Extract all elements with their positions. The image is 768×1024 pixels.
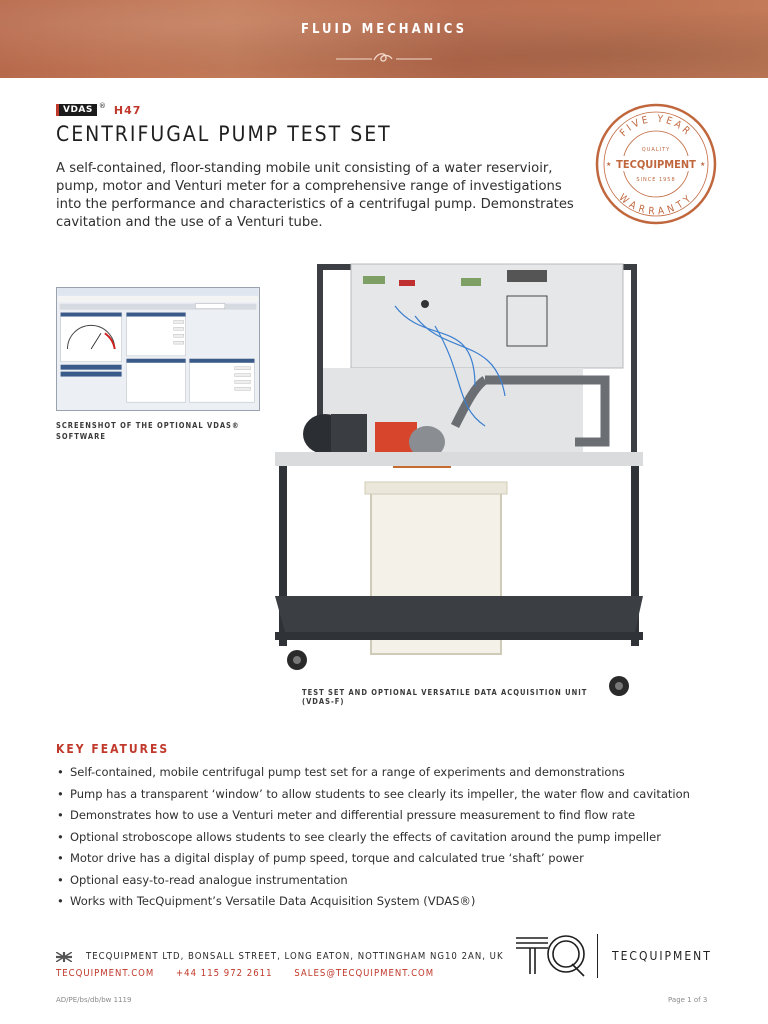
email-link[interactable]: SALES@TECQUIPMENT.COM bbox=[294, 968, 435, 979]
company-name: TECQUIPMENT bbox=[612, 949, 712, 963]
stamp-bottom-text: WARRANTY bbox=[616, 192, 696, 218]
list-item: • Optional easy-to-read analogue instrumentation bbox=[56, 870, 736, 892]
document-reference: AD/PE/bs/db/bw 1119 bbox=[56, 996, 132, 1004]
svg-text:WARRANTY bbox=[617, 192, 696, 217]
svg-text:★: ★ bbox=[700, 161, 706, 168]
list-item: • Pump has a transparent ‘window’ to allow students to see clearly its impeller, the water flow and cavitation bbox=[56, 784, 736, 806]
section-title: FLUID MECHANICS bbox=[300, 22, 468, 37]
tq-logo-icon bbox=[514, 932, 586, 978]
website-link[interactable]: TECQUIPMENT.COM bbox=[56, 968, 155, 979]
product-brand-row bbox=[56, 103, 141, 117]
key-features-list bbox=[56, 762, 736, 913]
list-item: • Optional stroboscope allows students to see clearly the effects of cavitation around the pump impeller bbox=[56, 827, 736, 849]
stamp-quality: QUALITY bbox=[641, 147, 671, 153]
company-address: TECQUIPMENT LTD, BONSALL STREET, LONG EATON, NOTTINGHAM NG10 2AN, UK bbox=[86, 951, 504, 962]
contact-links bbox=[56, 968, 452, 979]
stamp-since: SINCE 1958 bbox=[636, 177, 676, 183]
product-title: CENTRIFUGAL PUMP TEST SET bbox=[56, 122, 392, 146]
list-item: • Works with TecQuipment’s Versatile Data Acquisition System (VDAS®) bbox=[56, 891, 736, 913]
logo-divider bbox=[597, 934, 598, 978]
product-code: H47 bbox=[113, 103, 142, 117]
registered-mark: ® bbox=[98, 102, 106, 110]
stamp-brand: TECQUIPMENT bbox=[616, 158, 696, 171]
svg-text:★: ★ bbox=[606, 161, 612, 168]
wave-icon bbox=[334, 50, 434, 66]
screenshot-caption: SCREENSHOT OF THE OPTIONAL VDAS® SOFTWARE bbox=[56, 421, 240, 441]
stamp-top-text: FIVE YEAR bbox=[618, 113, 694, 139]
list-item: • Demonstrates how to use a Venturi meter and differential pressure measurement to find flow rate bbox=[56, 805, 736, 827]
pump-test-set-photo bbox=[275, 256, 643, 696]
list-item: • Self-contained, mobile centrifugal pump test set for a range of experiments and demonstrations bbox=[56, 762, 736, 784]
warranty-stamp bbox=[594, 102, 718, 226]
key-features-heading: KEY FEATURES bbox=[56, 742, 170, 756]
svg-text:FIVE YEAR bbox=[618, 114, 694, 139]
product-intro: A self-contained, floor-standing mobile unit consisting of a water reservioir, pump, motor and Venturi meter for a comprehensive range of investigations into the performance and characteristics of a centrifugal pump. Demonstrates cavitation and the use of a Venturi tube. bbox=[56, 161, 574, 230]
vdas-logo: VDAS bbox=[56, 104, 97, 116]
photo-caption: TEST SET AND OPTIONAL VERSATILE DATA ACQUISITION UNIT (VDAS-F) bbox=[302, 688, 588, 706]
uk-flag-icon bbox=[56, 952, 72, 962]
software-screenshot bbox=[56, 287, 260, 411]
phone-number[interactable]: +44 115 972 2611 bbox=[176, 968, 273, 979]
header-banner bbox=[0, 0, 768, 78]
page-number: Page 1 of 3 bbox=[668, 996, 708, 1004]
list-item: • Motor drive has a digital display of pump speed, torque and calculated true ‘shaft’ power bbox=[56, 848, 736, 870]
